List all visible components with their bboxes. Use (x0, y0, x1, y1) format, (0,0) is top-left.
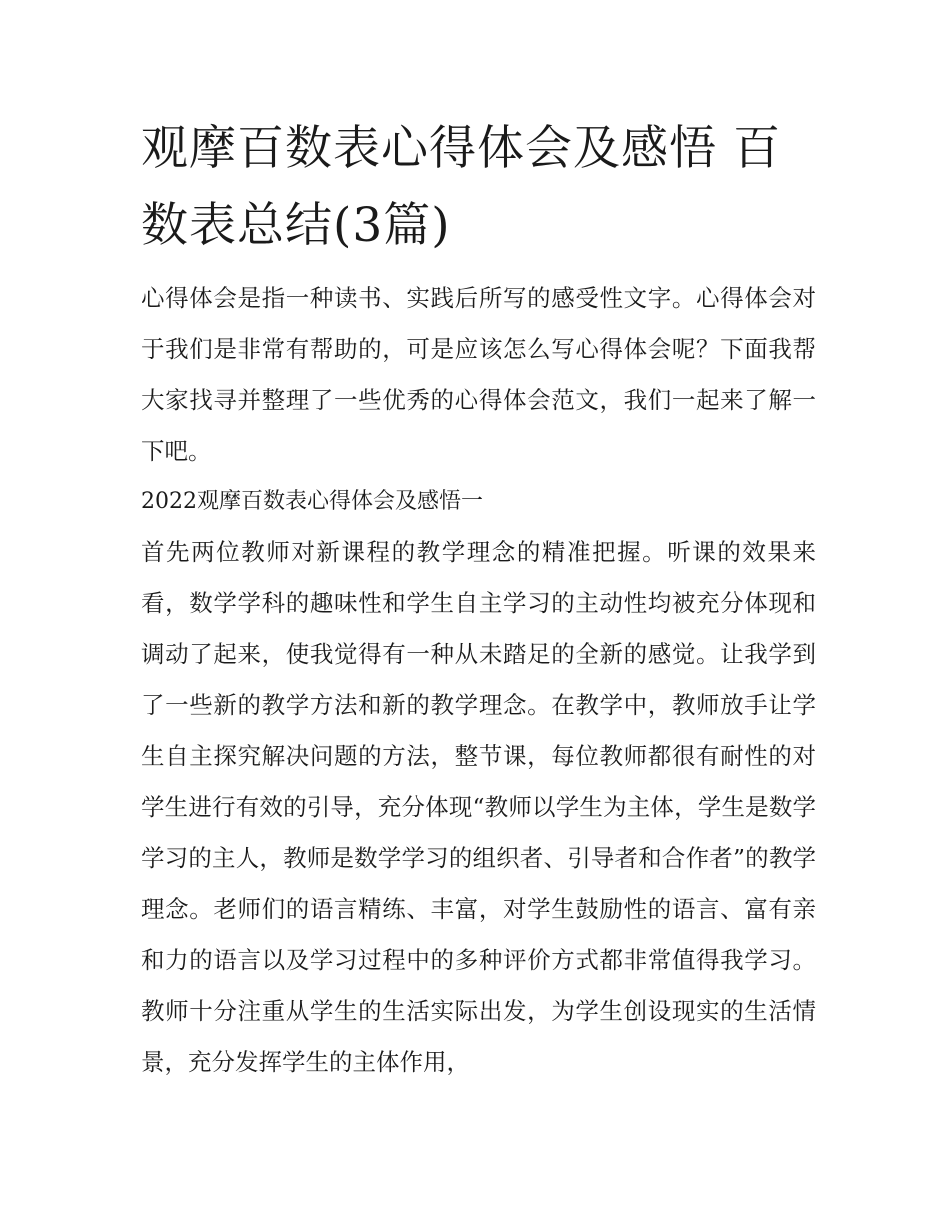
section-heading: 2022观摩百数表心得体会及感悟一 (141, 489, 483, 514)
document-page (141, 110, 816, 1088)
document-title: 观摩百数表心得体会及感悟 百数表总结(3篇) (141, 121, 781, 253)
intro-paragraph: 心得体会是指一种读书、实践后所写的感受性文字。心得体会对于我们是非常有帮助的，可是应该怎么写心得体会呢？下面我帮大家找寻并整理了一些优秀的心得体会范文，我们一起来了解一下吧。 (141, 284, 816, 465)
section-body-paragraph: 首先两位教师对新课程的教学理念的精准把握。听课的效果来看，数学学科的趣味性和学生自主学习的主动性均被充分体现和调动了起来，使我觉得有一种从未踏足的全新的感觉。让我学到了一些新的教学方法和新的教学理念。在教学中，教师放手让学生自主探究解决问题的方法，整节课，每位教师都很有耐性的对学生进行有效的引导，充分体现“教师以学生为主体，学生是数学学习的主人，教师是数学学习的组织者、引导者和合作者”的教学理念。老师们的语言精练、丰富，对学生鼓励性的语言、富有亲和力的语言以及学习过程中的多种评价方式都非常值得我学习。教师十分注重从学生的生活实际出发，为学生创设现实的生活情景，充分发挥学生的主体作用， (141, 538, 816, 1076)
